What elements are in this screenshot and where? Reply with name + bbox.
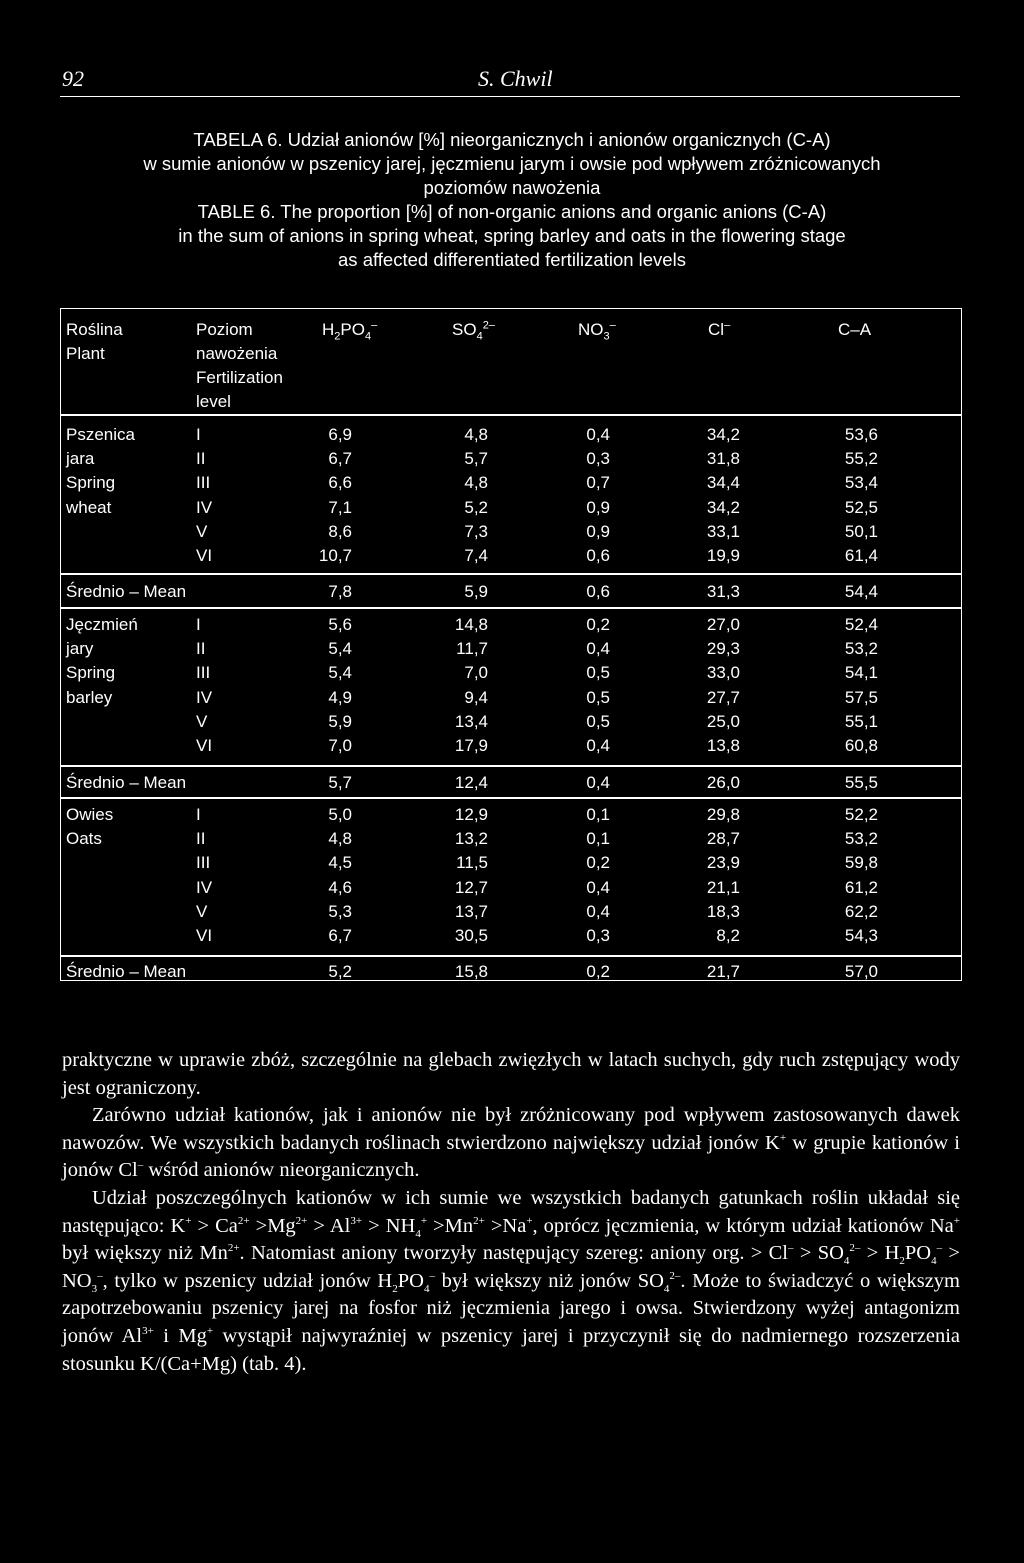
value-cell: 0,5 [586,663,610,683]
plant-label: Spring [66,663,116,683]
level-cell: V [196,901,208,921]
header-h2po4: $H_2PO_4^-$ [322,319,378,343]
value-cell: 0,4 [586,736,610,755]
paragraph: praktyczne w uprawie zbóż, szczególnie na glebach zwięzłych w latach suchych, gdy ruch zstępujący wody jest ograniczony. [62,1049,960,1099]
value-cell: 13,4 [454,711,488,731]
mean-label: Średnio – Mean [66,773,187,792]
header-ca: C–A [838,320,872,339]
value-cell: 6,7 [328,926,352,945]
level-cell: I [196,805,201,824]
caption-pl-2: w sumie anionów w pszenicy jarej, jęczmienu jarym i owsie pod wpływem zróżnicowanych [143,153,881,174]
value-cell: 52,2 [844,805,878,824]
value-cell: 30,5 [454,926,488,945]
value-cell: 0,7 [586,473,610,493]
value-cell: 27,0 [706,615,740,634]
value-cell: 29,8 [706,805,740,824]
value-cell: 4,9 [328,687,352,707]
value-cell: 11,5 [456,853,488,873]
value-cell: 50,1 [844,521,878,541]
value-cell: 53,4 [844,473,878,493]
value-cell: 0,9 [586,521,610,541]
mean-value-cell: 0,2 [586,962,610,981]
value-cell: 7,1 [328,497,352,517]
value-cell: 25,0 [706,711,740,731]
value-cell: 5,0 [328,805,352,824]
mean-value-cell: 21,7 [706,962,740,981]
value-cell: 5,4 [328,663,352,683]
value-cell: 7,3 [464,521,488,541]
group-rule [60,607,962,609]
mean-value-cell: 12,4 [454,773,488,792]
level-cell: II [196,639,206,659]
value-cell: 8,2 [716,926,740,945]
value-cell: 0,4 [586,901,610,921]
caption-en-1: TABLE 6. The proportion [%] of non-organic anions and organic anions (C-A) [197,201,827,222]
value-cell: 21,1 [706,877,740,897]
value-cell: 61,4 [844,546,878,565]
plant-label: jary [66,639,94,659]
value-cell: 0,5 [586,687,610,707]
body-text [62,1047,960,1378]
mean-value-cell: 5,2 [328,962,352,981]
value-cell: 0,3 [586,449,610,469]
plant-label: jara [66,449,95,469]
header-level-2: nawożenia [196,344,278,363]
value-cell: 7,0 [464,663,488,683]
caption-en-3: as affected differentiated fertilization levels [338,249,686,270]
group-rule [60,797,962,799]
value-cell: 55,1 [844,711,878,731]
mean-value-cell: 0,4 [586,773,610,792]
value-cell: 53,6 [844,425,878,444]
value-cell: 0,1 [586,829,610,849]
level-cell: II [196,449,206,469]
value-cell: 4,8 [464,425,488,444]
value-cell: 61,2 [844,877,878,897]
header-no3: $NO_3^-$ [578,319,616,343]
value-cell: 33,0 [706,663,740,683]
value-cell: 14,8 [454,615,488,634]
value-cell: 4,8 [464,473,488,493]
running-head-author: S. Chwil [478,66,553,91]
caption-pl-3: poziomów nawożenia [423,177,601,198]
header-plant-pl: Roślina [66,320,123,339]
value-cell: 7,4 [464,546,488,565]
header-so4: $SO_4^{2-}$ [452,319,495,343]
value-cell: 0,2 [586,853,610,873]
value-cell: 53,2 [844,639,878,659]
mean-value-cell: 5,7 [328,773,352,792]
value-cell: 34,2 [706,425,740,444]
plant-label: wheat [66,497,112,517]
value-cell: 23,9 [706,853,740,873]
value-cell: 6,7 [328,449,352,469]
level-cell: VI [196,736,213,755]
value-cell: 0,6 [586,546,610,565]
value-cell: 6,9 [328,425,352,444]
value-cell: 0,9 [586,497,610,517]
value-cell: 7,0 [328,736,352,755]
value-cell: 52,5 [844,497,878,517]
header-rule-bottom [60,414,962,416]
value-cell: 54,3 [844,926,878,945]
header-cl: Cl– [708,319,731,339]
group-rule [60,765,962,767]
value-cell: 55,2 [844,449,878,469]
value-cell: 5,4 [328,639,352,659]
value-cell: 4,5 [328,853,352,873]
mean-value-cell: 54,4 [844,582,878,601]
header-level-4: level [196,392,231,411]
value-cell: 17,9 [454,736,488,755]
group-rule [60,573,962,575]
value-cell: 6,6 [328,473,352,493]
level-cell: I [196,615,201,634]
value-cell: 34,4 [706,473,740,493]
value-cell: 12,9 [454,805,488,824]
caption-en-2: in the sum of anions in spring wheat, spring barley and oats in the flowering stage [178,225,846,246]
level-cell: V [196,711,208,731]
plant-label: Oats [66,829,102,849]
value-cell: 0,4 [586,639,610,659]
value-cell: 8,6 [328,521,352,541]
mean-value-cell: 7,8 [328,582,352,601]
level-cell: III [196,853,211,873]
value-cell: 13,8 [706,736,740,755]
plant-label: Spring [66,473,116,493]
plant-label: Jęczmień [66,615,138,634]
value-cell: 0,2 [586,615,610,634]
value-cell: 4,6 [328,877,352,897]
value-cell: 0,5 [586,711,610,731]
mean-value-cell: 5,9 [464,582,488,601]
value-cell: 13,2 [454,829,488,849]
mean-label: Średnio – Mean [66,582,187,601]
header-level-1: Poziom [196,320,253,339]
value-cell: 9,4 [464,687,488,707]
value-cell: 34,2 [706,497,740,517]
value-cell: 11,7 [456,639,488,659]
value-cell: 5,3 [328,901,352,921]
header-level-3: Fertilization [196,368,283,387]
level-cell: VI [196,546,213,565]
mean-value-cell: 55,5 [844,773,878,792]
mean-value-cell: 15,8 [454,962,488,981]
level-cell: I [196,425,201,444]
group-rule [60,955,962,957]
mean-value-cell: 31,3 [706,582,740,601]
mean-label: Średnio – Mean [66,962,187,981]
level-cell: III [196,473,211,493]
value-cell: 13,7 [454,901,488,921]
value-cell: 62,2 [844,901,878,921]
value-cell: 57,5 [844,687,878,707]
value-cell: 12,7 [454,877,488,897]
plant-label: barley [66,687,113,707]
level-cell: IV [196,877,213,897]
caption-pl-1: TABELA 6. Udział anionów [%] nieorganicznych i anionów organicznych (C-A) [193,129,831,150]
value-cell: 0,1 [586,805,610,824]
page-number: 92 [62,66,84,91]
value-cell: 18,3 [706,901,740,921]
level-cell: II [196,829,206,849]
value-cell: 52,4 [844,615,878,634]
value-cell: 29,3 [706,639,740,659]
value-cell: 54,1 [844,663,878,683]
value-cell: 0,3 [586,926,610,945]
value-cell: 0,4 [586,425,610,444]
mean-value-cell: 57,0 [844,962,878,981]
value-cell: 31,8 [706,449,740,469]
value-cell: 10,7 [318,546,352,565]
mean-value-cell: 26,0 [706,773,740,792]
value-cell: 0,4 [586,877,610,897]
value-cell: 60,8 [844,736,878,755]
level-cell: VI [196,926,213,945]
value-cell: 53,2 [844,829,878,849]
value-cell: 27,7 [706,687,740,707]
level-cell: IV [196,687,213,707]
value-cell: 5,6 [328,615,352,634]
level-cell: IV [196,497,213,517]
value-cell: 5,7 [464,449,488,469]
header-rule [60,96,960,97]
level-cell: III [196,663,211,683]
value-cell: 59,8 [844,853,878,873]
paragraph: Zarówno udział kationów, jak i anionów nie był zróżnicowany pod wpływem zastosowanych dawek nawozów. We wszystkich badanych roślinach stwierdzono największy udział jonów K+ w grupie kationów i jonów Cl– wśród anionów nieorganicznych. [62,1104,961,1182]
value-cell: 5,2 [464,497,488,517]
plant-label: Owies [66,805,114,824]
header-plant-en: Plant [66,344,105,363]
plant-label: Pszenica [66,425,135,444]
mean-value-cell: 0,6 [586,582,610,601]
value-cell: 4,8 [328,829,352,849]
value-cell: 33,1 [706,521,740,541]
paragraph: Udział poszczególnych kationów w ich sumie we wszystkich badanych gatunkach roślin układał się następująco: $K^+ > Ca^{2+} >Mg^{2+} > Al^{3+} > NH_4^+ >Mn^{2+} >Na^+$, oprócz jęczmienia, w którym udział kationów Na+ był większy niż $Mn^{2+}$. Natomiast aniony tworzyły następujący szereg: aniony org. > $Cl^- > SO_4^{2-} > H_2PO_4^- > NO_3^-$, tylko w pszenicy udział jonów $H_2PO_4^-$ był większy niż jonów $SO_4^{2-}$. Może to świadczyć o większym zapotrzebowaniu pszenicy jarej na fosfor niż jęczmienia jarego i owsa. Stwierdzony wyżej antagonizm jonów $Al^{3+}$ i Mg+ wystąpił najwyraźniej w pszenicy jarej i przyczynił się do nadmiernego rozszerzenia stosunku K/(Ca+Mg) (tab. 4). [62,1186,961,1375]
value-cell: 19,9 [706,546,740,565]
level-cell: V [196,521,208,541]
value-cell: 5,9 [328,711,352,731]
value-cell: 28,7 [706,829,740,849]
